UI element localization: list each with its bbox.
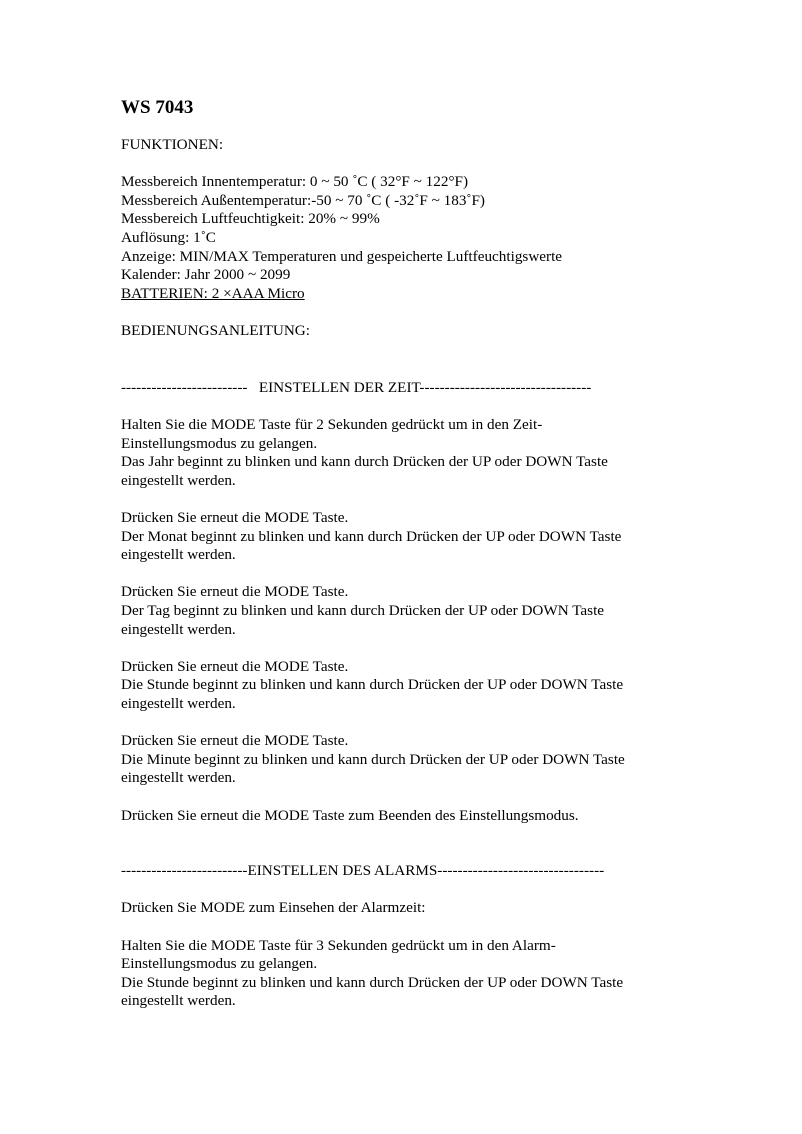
zeit-text-line: Drücken Sie erneut die MODE Taste.	[121, 657, 349, 675]
document-title: WS 7043	[121, 97, 194, 118]
funktionen-section	[121, 136, 681, 303]
feature-item: Anzeige: MIN/MAX Temperaturen und gespeicherte Luftfeuchtigswerte	[121, 247, 563, 265]
alarm-section	[121, 862, 681, 1011]
zeit-text-line: Drücken Sie erneut die MODE Taste.	[121, 732, 349, 750]
batteries-line: BATTERIEN: 2 ×AAA Micro	[121, 284, 305, 302]
alarm-text-line: Einstellungsmodus zu gelangen.	[121, 955, 318, 973]
zeit-text-line: eingestellt werden.	[121, 471, 236, 489]
zeit-section	[121, 379, 681, 825]
bedienung-heading: BEDIENUNGSANLEITUNG:	[121, 322, 310, 340]
zeit-text-line: eingestellt werden.	[121, 546, 236, 564]
zeit-text-line: Die Minute beginnt zu blinken und kann durch Drücken der UP oder DOWN Taste	[121, 750, 625, 768]
feature-item: Messbereich Innentemperatur: 0 ~ 50 ˚C ( 32°F ~ 122°F)	[121, 173, 469, 191]
document-page	[121, 96, 681, 1011]
zeit-text-line: Drücken Sie erneut die MODE Taste.	[121, 509, 349, 527]
alarm-text-line: Die Stunde beginnt zu blinken und kann durch Drücken der UP oder DOWN Taste	[121, 973, 624, 991]
zeit-text-line: Die Stunde beginnt zu blinken und kann durch Drücken der UP oder DOWN Taste	[121, 676, 624, 694]
feature-item: Kalender: Jahr 2000 ~ 2099	[121, 266, 291, 284]
feature-item: Messbereich Luftfeuchtigkeit: 20% ~ 99%	[121, 210, 380, 228]
zeit-text-line: eingestellt werden.	[121, 695, 236, 713]
alarm-text-line: eingestellt werden.	[121, 992, 236, 1010]
zeit-text-line: Das Jahr beginnt zu blinken und kann durch Drücken der UP oder DOWN Taste	[121, 453, 608, 471]
zeit-text-line: eingestellt werden.	[121, 620, 236, 638]
alarm-text-line: Drücken Sie MODE zum Einsehen der Alarmzeit:	[121, 899, 426, 917]
zeit-text-line: Der Tag beginnt zu blinken und kann durch Drücken der UP oder DOWN Taste	[121, 602, 605, 620]
zeit-text-line: Drücken Sie erneut die MODE Taste zum Beenden des Einstellungsmodus.	[121, 806, 579, 824]
zeit-heading: ------------------------- EINSTELLEN DER ZEIT----------------------------------	[121, 378, 592, 396]
zeit-text-line: Halten Sie die MODE Taste für 2 Sekunden gedrückt um in den Zeit-	[121, 416, 543, 434]
feature-item: Messbereich Außentemperatur:-50 ~ 70 ˚C ( -32˚F ~ 183˚F)	[121, 191, 485, 209]
alarm-heading: -------------------------EINSTELLEN DES ALARMS---------------------------------	[121, 862, 605, 880]
funktionen-heading: FUNKTIONEN:	[121, 136, 224, 153]
zeit-text-line: Drücken Sie erneut die MODE Taste.	[121, 583, 349, 601]
zeit-text-line: eingestellt werden.	[121, 769, 236, 787]
bedienung-section	[121, 322, 681, 341]
alarm-text-line: Halten Sie die MODE Taste für 3 Sekunden gedrückt um in den Alarm-	[121, 936, 556, 954]
zeit-text-line: Einstellungsmodus zu gelangen.	[121, 434, 318, 452]
zeit-text-line: Der Monat beginnt zu blinken und kann durch Drücken der UP oder DOWN Taste	[121, 527, 622, 545]
feature-item: Auflösung: 1˚C	[121, 228, 216, 246]
